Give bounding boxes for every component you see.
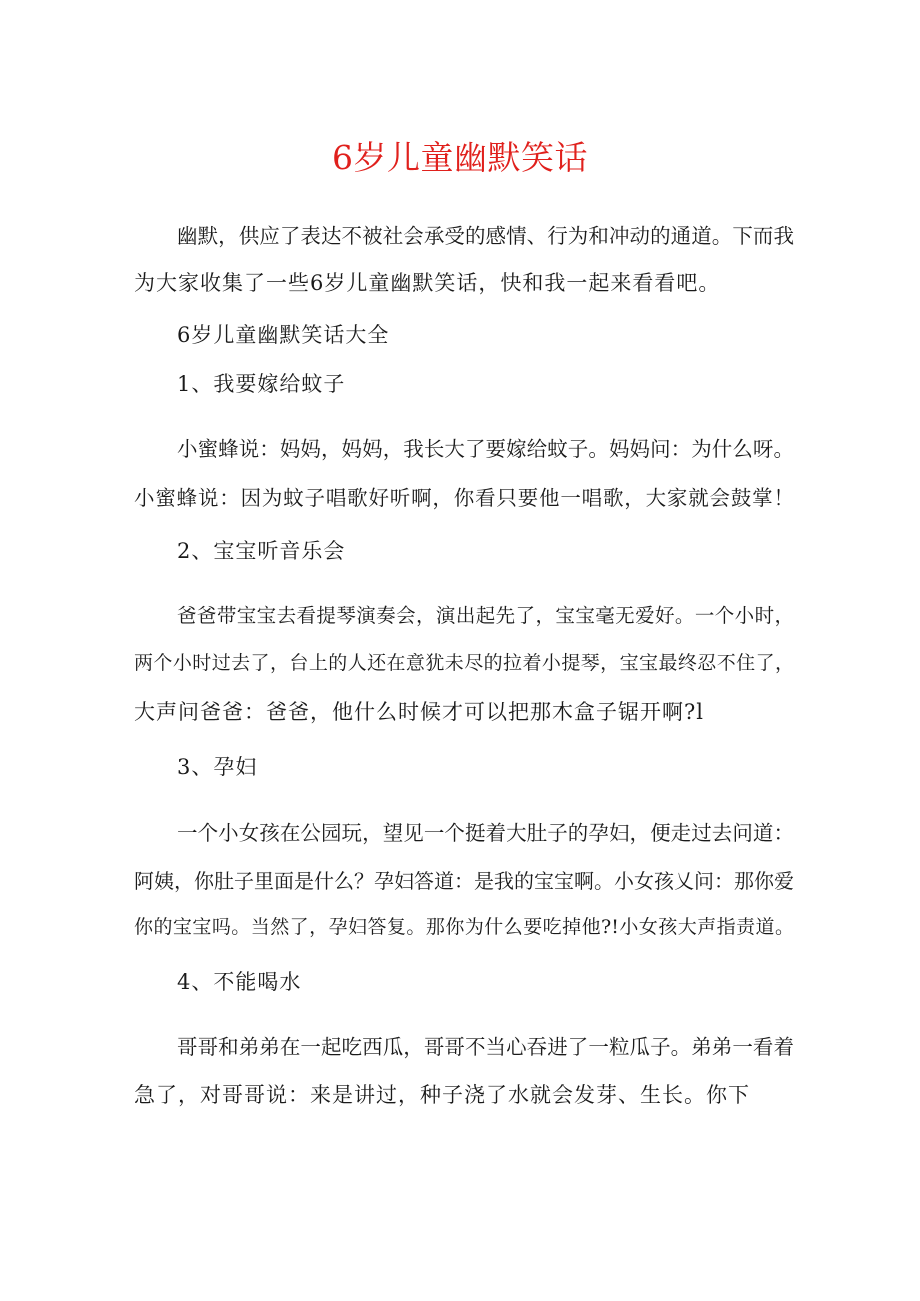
joke-1-line-1: 小蜜蜂说：妈妈，妈妈，我长大了要嫁给蚊子。妈妈问：为什么呀。 [177, 437, 794, 461]
joke-3-line-3: 你的宝宝吗。当然了，孕妇答复。那你为什么要吃掉他?!小女孩大声指责道。 [134, 916, 794, 938]
section-heading: 6岁儿童幽默笑话大全 [177, 323, 390, 347]
joke-1-heading: 1、我要嫁给蚊子 [177, 372, 346, 396]
document-title: 6岁儿童幽默笑话 [332, 138, 588, 177]
joke-4-line-1: 哥哥和弟弟在一起吃西瓜，哥哥不当心吞进了一粒瓜子。弟弟一看着 [177, 1035, 794, 1059]
joke-4-line-2: 急了，对哥哥说：来是讲过，种子浇了水就会发芽、生长。你下 [134, 1083, 750, 1107]
joke-3-line-1: 一个小女孩在公园玩，望见一个挺着大肚子的孕妇，便走过去问道： [177, 821, 794, 845]
intro-line-1: 幽默，供应了表达不被社会承受的感情、行为和冲动的通道。下而我 [177, 224, 794, 248]
joke-3-line-2: 阿姨，你肚子里面是什么？孕妇答道：是我的宝宝啊。小女孩乂问：那你爱 [134, 869, 794, 893]
joke-2-heading: 2、宝宝听音乐会 [177, 539, 346, 563]
intro-line-2: 为大家收集了一些6岁儿童幽默笑话，快和我一起来看看吧。 [134, 271, 721, 295]
joke-1-line-2: 小蜜蜂说：因为蚊子唱歌好听啊，你看只要他一唱歌，大家就会鼓掌！ [134, 486, 794, 510]
joke-2-line-2: 两个小时过去了，台上的人还在意犹未尽的拉着小提琴，宝宝最终忍不住了， [134, 652, 794, 674]
joke-2-line-3: 大声问爸爸：爸爸，他什么时候才可以把那木盒子锯开啊?l [134, 700, 704, 724]
joke-3-heading: 3、孕妇 [177, 755, 258, 779]
joke-2-line-1: 爸爸带宝宝去看提琴演奏会，演出起先了，宝宝毫无爱好。一个小时， [177, 604, 794, 627]
joke-4-heading: 4、不能喝水 [177, 970, 302, 994]
